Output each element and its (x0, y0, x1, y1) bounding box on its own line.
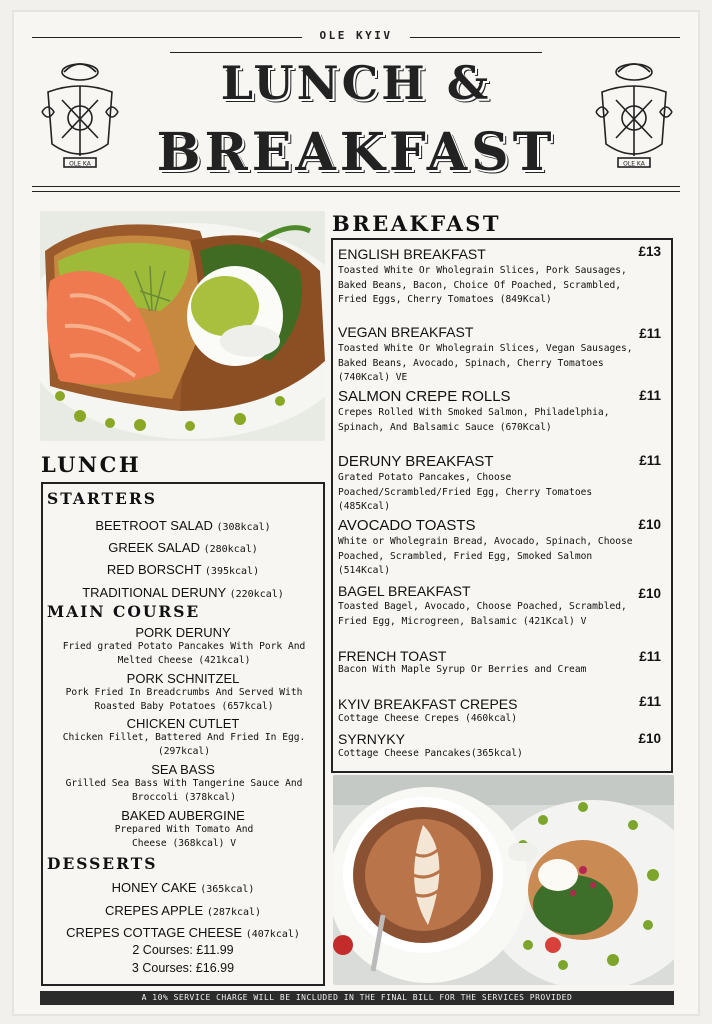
breakfast-item-name: BAGEL BREAKFAST (338, 583, 471, 599)
breakfast-item-desc: Toasted Bagel, Avocado, Choose Poached, Scrambled, Fried Egg, Microgreen, Balsamic (421Kcal) V (338, 601, 627, 627)
breakfast-item-price: £13 (638, 244, 661, 259)
breakfast-item-price: £10 (638, 517, 661, 532)
breakfast-heading: BREAKFAST (332, 211, 502, 236)
breakfast-item-name: ENGLISH BREAKFAST (338, 246, 486, 262)
brand-name: OLE KYIV (319, 29, 393, 42)
starter-kcal: (395kcal) (204, 566, 260, 577)
breakfast-item-price: £11 (639, 649, 661, 664)
header-rule-top-left (32, 37, 302, 38)
breakfast-item-price: £11 (639, 388, 661, 403)
starter-name: TRADITIONAL DERUNY (82, 585, 226, 600)
main-item-desc: Chicken Fillet, Battered And Fried In Egg. (297kcal) (62, 732, 306, 757)
starter-item (43, 562, 323, 577)
breakfast-item-name: FRENCH TOAST (338, 648, 447, 664)
dessert-item (43, 880, 323, 895)
dessert-kcal: (287kcal) (206, 907, 262, 918)
dessert-item (43, 925, 323, 940)
lunch-heading: LUNCH (41, 452, 142, 477)
main-item-desc: Fried grated Potato Pancakes With Pork And Melted Cheese (421kcal) (62, 641, 306, 666)
breakfast-item-desc: Grated Potato Pancakes, Choose Poached/Scrambled/Fried Egg, Cherry Tomatoes (485Kcal) (338, 472, 593, 512)
main-item-name: PORK SCHNITZEL (126, 671, 240, 686)
main-item-name: SEA BASS (151, 762, 215, 777)
main-item-name: BAKED AUBERGINE (121, 808, 245, 823)
breakfast-item-desc: Toasted White Or Wholegrain Slices, Pork Sausages, Baked Beans, Bacon, Choice Of Poached, Scrambled, Fried Eggs, Cherry Tomatoes (849Kcal) (338, 265, 627, 305)
dessert-name: CREPES APPLE (104, 903, 204, 918)
svg-text:OLE KA: OLE KA (69, 160, 91, 168)
breakfast-item-name: AVOCADO TOASTS (338, 517, 476, 534)
starter-item (43, 585, 323, 600)
breakfast-item-name: VEGAN BREAKFAST (338, 324, 474, 340)
breakfast-item-desc: Cottage Cheese Pancakes(365kcal) (338, 748, 523, 759)
title-line-2: BREAKFAST (156, 122, 556, 183)
starter-name: GREEK SALAD (108, 540, 200, 555)
starter-name: RED BORSCHT (106, 562, 202, 577)
breakfast-item-name: KYIV BREAKFAST CREPES (338, 696, 518, 712)
dessert-name: HONEY CAKE (111, 880, 197, 895)
header-rule-top-right (410, 37, 680, 38)
breakfast-item-desc: White or Wholegrain Bread, Avocado, Spinach, Choose Poached, Scrambled, Fried Egg, Smoked Salmon (514Kcal) (338, 536, 633, 576)
service-charge-note: A 10% SERVICE CHARGE WILL BE INCLUDED IN THE FINAL BILL FOR THE SERVICES PROVIDED (40, 991, 674, 1005)
main-item-desc: Pork Fried In Breadcrumbs And Served With Roasted Baby Potatoes (657kcal) (65, 687, 303, 712)
breakfast-item-name: SALMON CREPE ROLLS (338, 388, 511, 405)
header-rule-under-brand (170, 52, 542, 53)
breakfast-item-desc: Bacon With Maple Syrup Or Berries and Cream (338, 664, 587, 675)
dessert-name: CREPES COTTAGE CHEESE (66, 925, 243, 940)
starter-name: BEETROOT SALAD (95, 518, 213, 533)
lunch-menu-box (41, 482, 325, 986)
starter-item (43, 540, 323, 555)
dessert-kcal: (407kcal) (245, 929, 300, 940)
two-courses-price: 2 Courses: £11.99 (132, 943, 234, 957)
breakfast-item-price: £10 (638, 586, 661, 601)
breakfast-item-price: £10 (638, 731, 661, 746)
main-item-desc: Grilled Sea Bass With Tangerine Sauce And Broccoli (378kcal) (65, 778, 303, 803)
breakfast-item-name: DERUNY BREAKFAST (338, 453, 494, 470)
header-rule-bottom (32, 186, 680, 187)
breakfast-item-desc: Crepes Rolled With Smoked Salmon, Philadelphia, Spinach, And Balsamic Sauce (670Kcal) (338, 407, 610, 433)
starter-item (43, 518, 323, 533)
breakfast-item-price: £11 (639, 326, 661, 341)
dessert-kcal: (365kcal) (200, 884, 255, 895)
starter-kcal: (220kcal) (229, 589, 284, 600)
title-line-1: LUNCH & (220, 56, 492, 110)
three-courses-price: 3 Courses: £16.99 (131, 961, 235, 975)
ole-kyiv-emblem-icon (592, 52, 676, 178)
dessert-item (43, 903, 323, 918)
coffee-and-plate-photo (333, 775, 674, 985)
breakfast-item-desc: Cottage Cheese Crepes (460kcal) (338, 713, 518, 724)
desserts-heading: DESSERTS (47, 854, 158, 873)
svg-text:OLE KA: OLE KA (623, 160, 645, 168)
starter-kcal: (308kcal) (216, 522, 271, 533)
breakfast-menu-box (331, 238, 673, 773)
breakfast-item-desc: Toasted White Or Wholegrain Slices, Vegan Sausages, Baked Beans, Avocado, Spinach, Cherry Tomatoes (740Kcal) VE (338, 343, 633, 383)
main-item-desc: Prepared With Tomato And Cheese (368kcal) V (114, 824, 254, 849)
starter-kcal: (280kcal) (203, 544, 258, 555)
breakfast-item-price: £11 (639, 694, 661, 709)
main-item-name: CHICKEN CUTLET (126, 716, 240, 731)
main-course-heading: MAIN COURSE (47, 602, 201, 621)
breakfast-item-price: £11 (639, 453, 661, 468)
ole-kyiv-emblem-icon (38, 52, 122, 178)
avocado-toast-photo (40, 211, 325, 441)
breakfast-item-name: SYRNYKY (338, 731, 405, 747)
starters-heading: STARTERS (47, 489, 157, 508)
main-item-name: PORK DERUNY (135, 625, 231, 640)
header-rule-bottom-2 (32, 191, 680, 192)
